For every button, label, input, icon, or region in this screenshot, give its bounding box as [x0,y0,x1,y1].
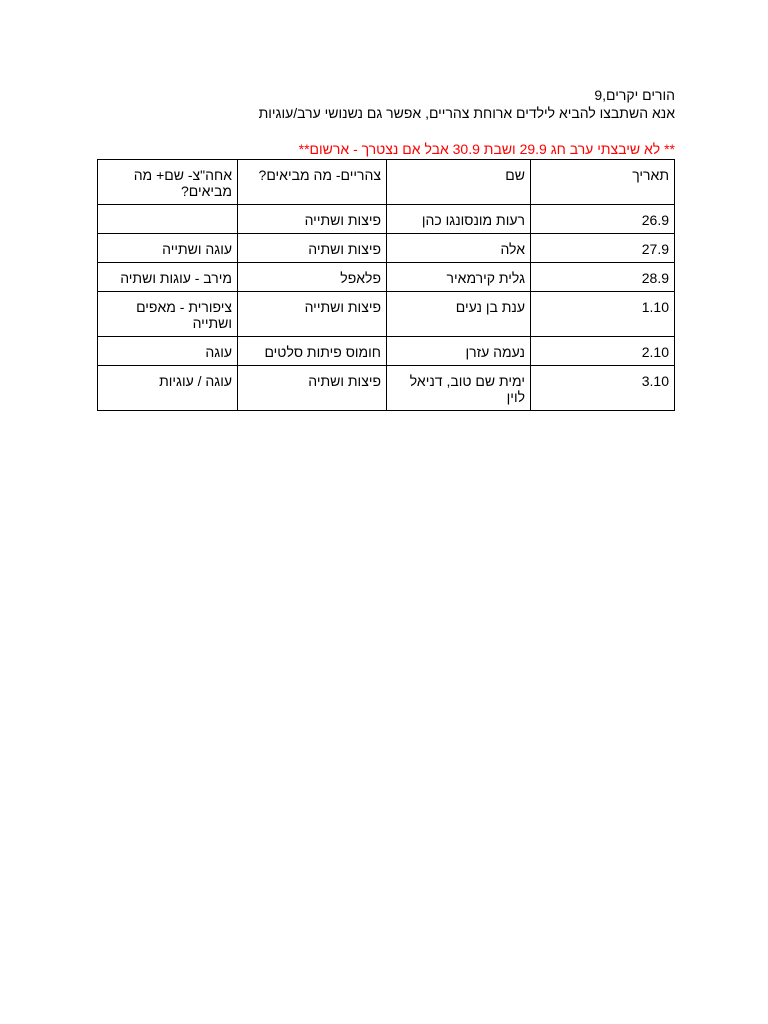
signup-table [97,159,675,411]
header-afternoon: אחה"צ- שם+ מה מביאים? [98,160,238,205]
cell-name: ענת בן נעים [387,292,531,337]
cell-afternoon: מירב - עוגות ושתיה [98,263,238,292]
instruction-line: אנא השתבצו להביא לילדים ארוחת צהריים, אפשר גם נשנושי ערב/עוגיות [258,105,675,121]
table-row [98,205,675,234]
cell-lunch: פיצות ושתיה [238,234,387,263]
cell-date: 27.9 [531,234,675,263]
cell-date: 26.9 [531,205,675,234]
cell-lunch: פיצות ושתייה [238,205,387,234]
table-row [98,234,675,263]
table-row [98,292,675,337]
cell-lunch: חומוס פיתות סלטים [238,337,387,366]
cell-date: 2.10 [531,337,675,366]
cell-date: 3.10 [531,366,675,411]
table-row [98,366,675,411]
cell-afternoon: עוגה / עוגיות [98,366,238,411]
cell-name: גלית קירמאיר [387,263,531,292]
header-name: שם [387,160,531,205]
cell-lunch: פיצות ושתיה [238,366,387,411]
cell-afternoon [98,205,238,234]
cell-lunch: פלאפל [238,263,387,292]
table-header-row [98,160,675,205]
greeting-line: הורים יקרים,9 [594,87,675,103]
cell-afternoon: עוגה ושתייה [98,234,238,263]
cell-name: רעות מונסונגו כהן [387,205,531,234]
cell-lunch: פיצות ושתייה [238,292,387,337]
cell-name: ימית שם טוב, דניאל לוין [387,366,531,411]
document-page [93,86,675,411]
cell-name: אלה [387,234,531,263]
cell-date: 1.10 [531,292,675,337]
table-row [98,263,675,292]
cell-name: נעמה עזרן [387,337,531,366]
table-row [98,337,675,366]
cell-date: 28.9 [531,263,675,292]
header-date: תאריך [531,160,675,205]
header-lunch: צהריים- מה מביאים? [238,160,387,205]
cell-afternoon: עוגה [98,337,238,366]
cell-afternoon: ציפורית - מאפים ושתייה [98,292,238,337]
note-line: ** לא שיבצתי ערב חג 29.9 ושבת 30.9 אבל אם נצטרך - ארשום** [298,141,675,157]
